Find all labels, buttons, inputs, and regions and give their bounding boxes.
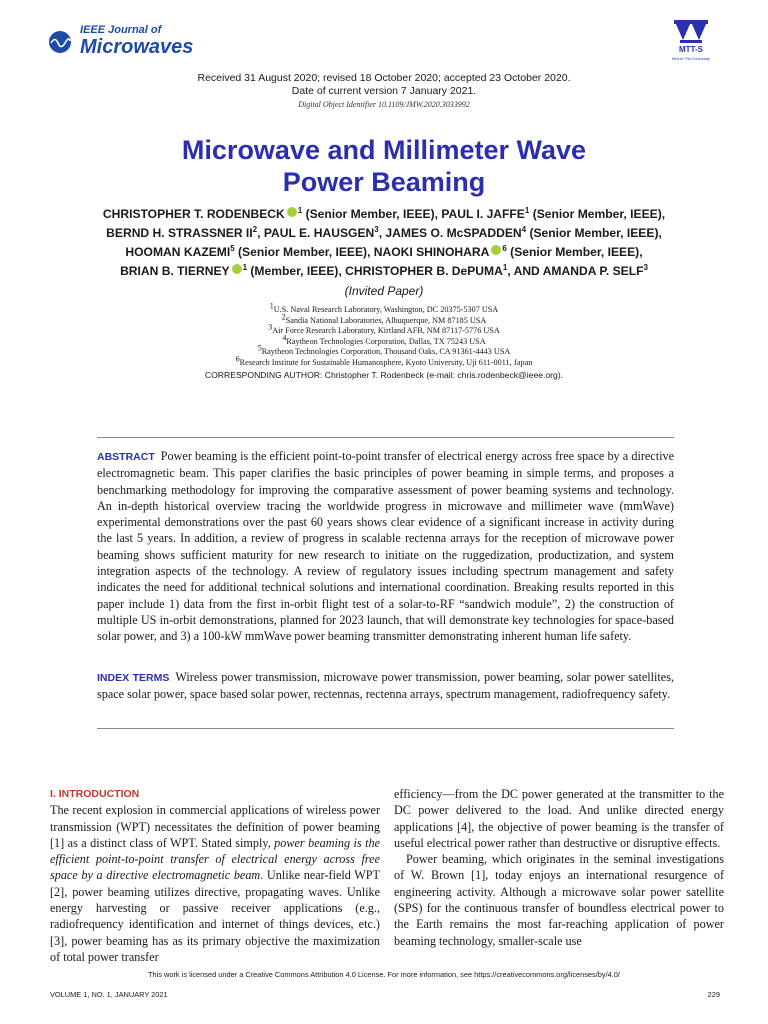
doi-line: Digital Object Identifier 10.1109/JMW.2020.3033992 bbox=[298, 100, 470, 109]
abstract-text: Power beaming is the efficient point-to-point transfer of electrical energy across free space by a directive electromagnetic beam. This paper clarifies the basic principles of power beaming in simple terms, and proposes a benchmarking methodology for improving the comparative assessment of power beaming systems and technology. An in-depth historical overview tracing the worldwide progress in microwave and millimeter wave (mmWave) experimental demonstrations over the past 60 years shows clear evidence of a significant increase in activity during the last 5 years. In addition, a review of progress in scalable rectenna arrays for the reception of microwave power beaming shows sufficient maturity for new research to initiate on the ruggedization, productization, and system integration aspects of the technology. A review of regulatory issues including spectrum management and safety indicates the need for additional technical solutions and international coordination. Breaking results reported in this paper include 1) data from the first in-orbit flight test of a solar-to-RF “sandwich module”, 2) the construction of multiple US in-orbit demonstrations, planned for 2023 launch, that will demonstrate key technologies for space-based solar power, and 3) a 100-kW mmWave power beaming transmitter demonstrating inherent human life safety. bbox=[97, 449, 674, 644]
abstract-label: ABSTRACT bbox=[97, 451, 155, 463]
affiliation-item: 6Research Institute for Sustainable Humanosphere, Kyoto University, Uji 611-0011, Japan bbox=[235, 354, 533, 367]
author-text: (Senior Member, IEEE), bbox=[526, 226, 662, 240]
body-paragraph: The recent explosion in commercial applications of wireless power transmission (WPT) necessitates the definition of power beaming [1] as a distinct class of WPT. Stated simply, power beaming is the efficient point-to-point transfer of electrical energy across free space by a directive electromagnetic beam. Unlike near-field WPT [2], power beaming utilizes directive, propagating waves. Unlike energy harvesting or passive receiver applications (e.g., radiofrequency identification and internet of things devices, etc.) [3], power beaming has as its primary objective the maximization of total power transfer bbox=[50, 803, 381, 964]
article-dates bbox=[0, 72, 768, 98]
mtts-text: MTT-S bbox=[679, 45, 703, 54]
affiliation-item: 3Air Force Research Laboratory, Kirtland AFB, NM 87117-5776 USA bbox=[268, 322, 500, 336]
author-text: (Senior Member, IEEE), bbox=[506, 245, 643, 259]
affiliation-sup: 2 bbox=[252, 224, 258, 234]
author-list bbox=[60, 205, 708, 281]
definition-emphasis: power beaming is the efficient point-to-point transfer of electrical energy across free space by a directive electromagnetic beam bbox=[50, 835, 381, 883]
author-name: CHRISTOPHER T. RODENBECK bbox=[102, 207, 285, 221]
right-column bbox=[394, 786, 724, 949]
author-text: , AND AMANDA P. SELF bbox=[507, 264, 644, 278]
affiliation-sup: 1 bbox=[524, 205, 530, 215]
current-version-line: Date of current version 7 January 2021. bbox=[291, 85, 477, 97]
affiliation-list bbox=[0, 301, 768, 369]
mtts-logo bbox=[656, 18, 728, 64]
author-text: , JAMES O. McSPADDEN bbox=[378, 226, 522, 240]
abstract-top-rule bbox=[97, 437, 674, 438]
affiliation-sup: 3 bbox=[643, 262, 648, 272]
affiliation-sup: 1 bbox=[242, 262, 248, 272]
ieee-globe-icon bbox=[48, 30, 72, 54]
license-notice[interactable]: This work is licensed under a Creative Commons Attribution 4.0 License. For more information, see https://creativecommons.org/licenses/by/4.0/ bbox=[148, 970, 620, 979]
author-name: BRIAN B. TIERNEY bbox=[120, 264, 230, 278]
affiliation-item: 1U.S. Naval Research Laboratory, Washington, DC 20375-5307 USA bbox=[269, 301, 499, 314]
corresponding-author[interactable]: CORRESPONDING AUTHOR: Christopher T. Rodenbeck (e-mail: chris.rodenbeck@ieee.org). bbox=[204, 370, 564, 380]
affiliation-sup: 1 bbox=[297, 205, 303, 215]
orcid-icon[interactable] bbox=[287, 207, 297, 217]
mtts-emblem-icon bbox=[656, 18, 728, 64]
author-text: (Senior Member, IEEE), bbox=[529, 207, 666, 221]
body-paragraph: Power beaming, which originates in the seminal investigations of W. Brown [1], today enjoys an international resurgence of engineering activity. Although a microwave solar power satellite (SPS) for the continuous transfer of boundless electrical power to the Earth remains the most far-reaching application of power beaming technology, smaller-scale use bbox=[394, 852, 724, 948]
affiliation-item: 4Raytheon Technologies Corporation, Dallas, TX 75243 USA bbox=[282, 333, 486, 346]
journal-subtitle: IEEE Journal of bbox=[80, 24, 162, 36]
left-column bbox=[50, 786, 380, 965]
affiliation-sup: 1 bbox=[502, 262, 508, 272]
abstract-block bbox=[97, 448, 674, 645]
author-name: BERND H. STRASSNER II bbox=[106, 226, 253, 240]
affiliation-sup: 4 bbox=[521, 224, 527, 234]
index-terms-label: INDEX TERMS bbox=[97, 672, 170, 684]
received-line: Received 31 August 2020; revised 18 October 2020; accepted 23 October 2020. bbox=[197, 72, 571, 84]
affiliation-sup: 3 bbox=[374, 224, 379, 234]
journal-name: Microwaves bbox=[80, 36, 194, 58]
affiliation-item: 5Raytheon Technologies Corporation, Thousand Oaks, CA 91361-4443 USA bbox=[257, 343, 511, 357]
abstract-bottom-rule bbox=[97, 728, 674, 729]
orcid-icon[interactable] bbox=[232, 264, 242, 274]
title-line-2: Power Beaming bbox=[282, 167, 486, 197]
title-line-1: Microwave and Millimeter Wave bbox=[181, 135, 587, 165]
index-terms-text: Wireless power transmission, microwave power transmission, power beaming, solar power satellites, space solar power, space based solar power, rectennas, rectenna arrays, spectrum management, radiofrequency safety. bbox=[97, 670, 674, 702]
author-text: (Senior Member, IEEE), NAOKI SHINOHARA bbox=[234, 245, 490, 259]
author-name: HOOMAN KAZEMI bbox=[125, 245, 231, 259]
invited-paper-label: (Invited Paper) bbox=[344, 284, 424, 298]
affiliation-sup: 6 bbox=[502, 243, 507, 253]
index-terms-block bbox=[97, 669, 674, 703]
page-number: 229 bbox=[707, 990, 720, 999]
journal-logo bbox=[48, 24, 248, 60]
affiliation-sup: 5 bbox=[230, 243, 235, 253]
affiliation-item: 2Sandia National Laboratories, Albuquerque, NM 87185 USA bbox=[281, 311, 487, 325]
orcid-icon[interactable] bbox=[491, 245, 501, 255]
section-heading: I. INTRODUCTION bbox=[50, 788, 140, 800]
volume-info: VOLUME 1, NO. 1, JANUARY 2021 bbox=[50, 990, 168, 999]
author-text: , PAUL E. HAUSGEN bbox=[257, 226, 375, 240]
paper-title bbox=[0, 134, 768, 198]
author-text: (Senior Member, IEEE), PAUL I. JAFFE bbox=[302, 207, 525, 221]
mtts-tagline: MHz to THz Community bbox=[671, 57, 711, 61]
author-text: (Member, IEEE), CHRISTOPHER B. DePUMA bbox=[247, 264, 503, 278]
body-paragraph: efficiency—from the DC power generated at the transmitter to the DC power delivered to the load. And unlike directed energy applications [4], the objective of power beaming is the transfer of useful electrical power rather than destructive or disruptive effects. bbox=[394, 787, 724, 850]
